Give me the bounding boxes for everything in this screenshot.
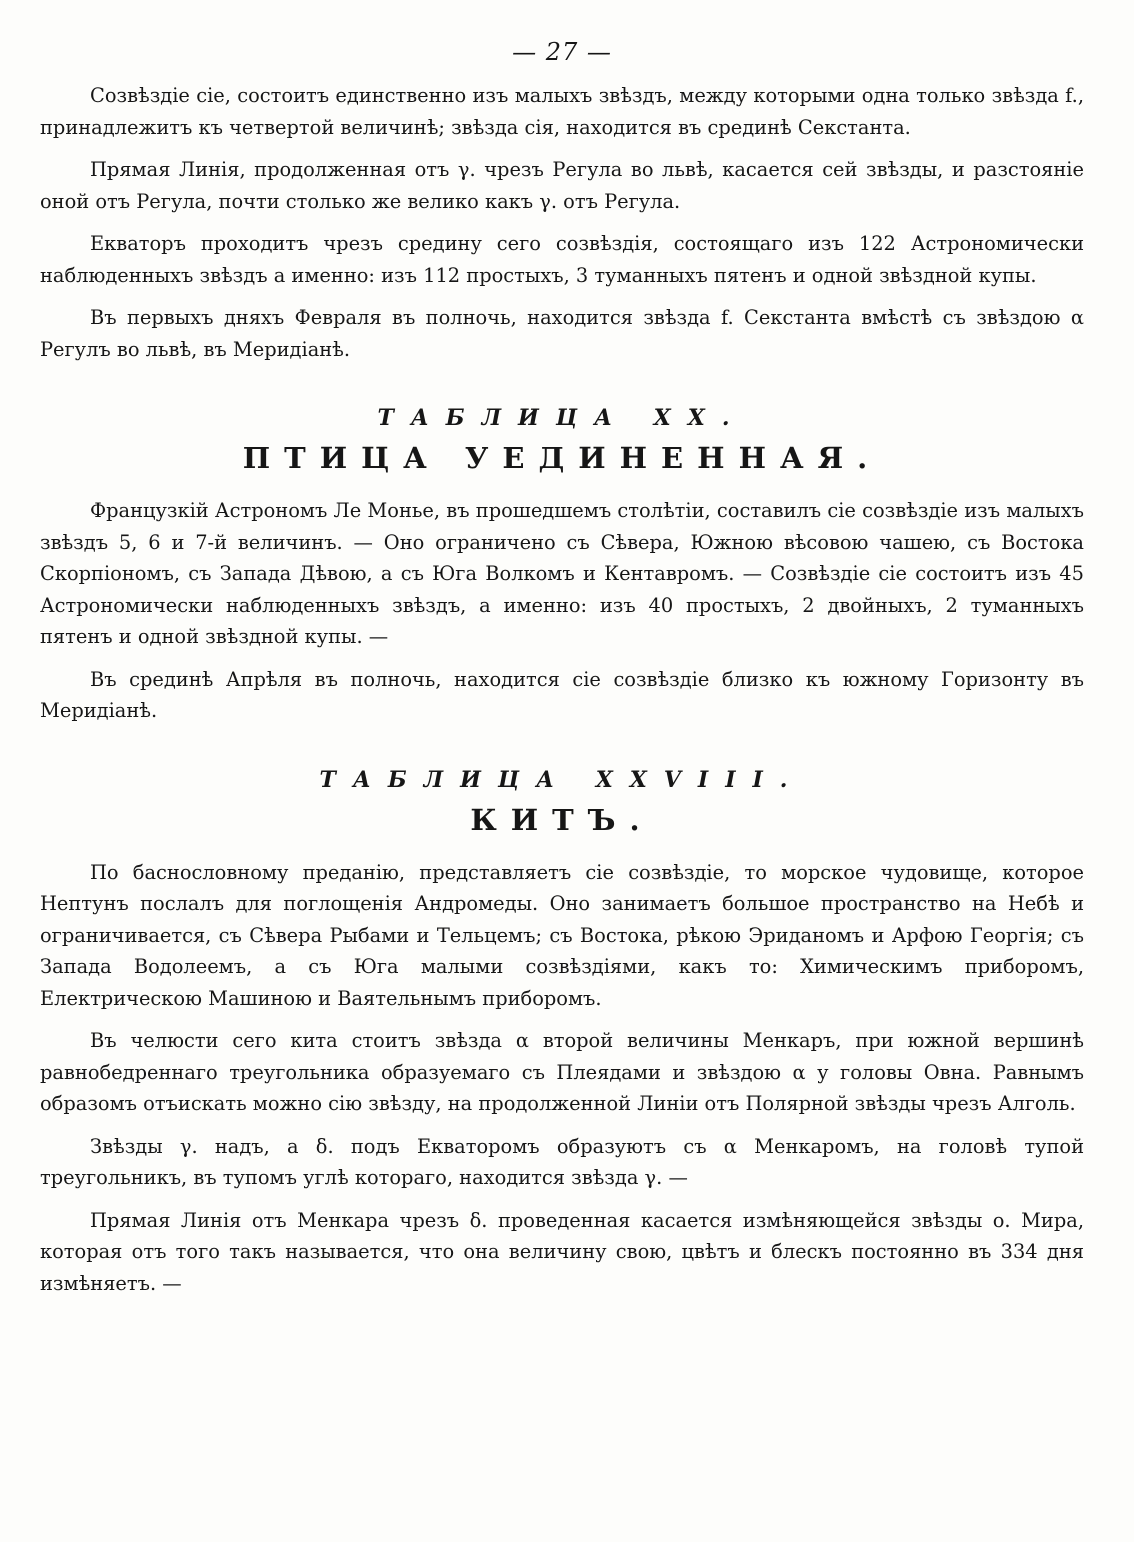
section-title: КИТЪ. (470, 802, 654, 837)
section-table-xx (40, 405, 1084, 727)
intro-section (40, 80, 1084, 365)
paragraph: Звѣзды γ. надъ, а δ. подъ Екваторомъ образуютъ съ α Менкаромъ, на головѣ тупой треугольникъ, въ тупомъ углѣ котораго, находится звѣзда γ. — (40, 1134, 1084, 1189)
section-title: ПТИЦА УЕДИНЕННАЯ. (242, 441, 882, 475)
paragraph: Прямая Линія, продолженная отъ γ. чрезъ Регула во львѣ, касается сей звѣзды, и разстояніе оной отъ Регула, почти столько же велико какъ γ. отъ Регула. (40, 158, 1084, 213)
table-label: ТАБЛИЦА XXVIII. (319, 766, 805, 793)
paragraph: По баснословному преданію, представляетъ сіе созвѣздіе, то морское чудовище, которое Нептунъ послалъ для поглощенія Андромеды. Оно занимаетъ большое пространство на Небѣ и ограничивается, съ Сѣвера Рыбами и Тельцемъ; съ Востока, рѣкою Эриданомъ и Арфою Георгія; съ Запада Водолеемъ, а съ Юга малыми созвѣздіями, какъ то: Химическимъ приборомъ, Електрическою Машиною и Ваятельнымъ приборомъ. (40, 860, 1084, 1010)
paragraph: Въ челюсти сего кита стоитъ звѣзда α второй величины Менкаръ, при южной вершинѣ равнобедреннаго треугольника образуемаго съ Плеядами и звѣздою α у головы Овна. Равнымъ образомъ отъискать можно сію звѣзду, на продолженной Линіи отъ Полярной звѣзды чрезъ Алголь. (40, 1029, 1084, 1115)
page-number: — 27 — (512, 38, 612, 66)
section-table-xxviii (40, 767, 1084, 1300)
paragraph: Прямая Линія отъ Менкара чрезъ δ. проведенная касается измѣняющейся звѣзды ο. Мира, которая отъ того такъ называется, что она величину свою, цвѣтъ и блескъ постоянно въ 334 дня измѣняетъ. — (40, 1208, 1084, 1295)
paragraph: Въ первыхъ дняхъ Февраля въ полночь, находится звѣзда f. Секстанта вмѣстѣ съ звѣздою α Регулъ во львѣ, въ Меридіанѣ. (40, 306, 1084, 361)
paragraph: Въ срединѣ Апрѣля въ полночь, находится сіе созвѣздіе близко къ южному Горизонту въ Меридіанѣ. (40, 667, 1084, 722)
paragraph: Французкій Астрономъ Ле Монье, въ прошедшемъ столѣтіи, составилъ сіе созвѣздіе изъ малыхъ звѣздъ 5, 6 и 7-й величинъ. — Оно ограничено съ Сѣвера, Южною вѣсовою чашею, съ Востока Скорпіономъ, съ Запада Дѣвою, а съ Юга Волкомъ и Кентавромъ. — Созвѣздіе сіе состоитъ изъ 45 Астрономически наблюденныхъ звѣздъ, а именно: изъ 40 простыхъ, 2 двойныхъ, 2 туманныхъ пятенъ и одной звѣздной купы. — (40, 499, 1084, 648)
paragraph: Созвѣздіе сіе, состоитъ единственно изъ малыхъ звѣздъ, между которыми одна только звѣзда f., принадлежитъ къ четвертой величинѣ; звѣзда сія, находится въ срединѣ Секстанта. (40, 84, 1084, 139)
table-label: ТАБЛИЦА XX. (377, 405, 747, 431)
paragraph: Екваторъ проходитъ чрезъ средину сего созвѣздія, состоящаго изъ 122 Астрономически наблюденныхъ звѣздъ а именно: изъ 112 простыхъ, 3 туманныхъ пятенъ и одной звѣздной купы. (40, 232, 1084, 287)
